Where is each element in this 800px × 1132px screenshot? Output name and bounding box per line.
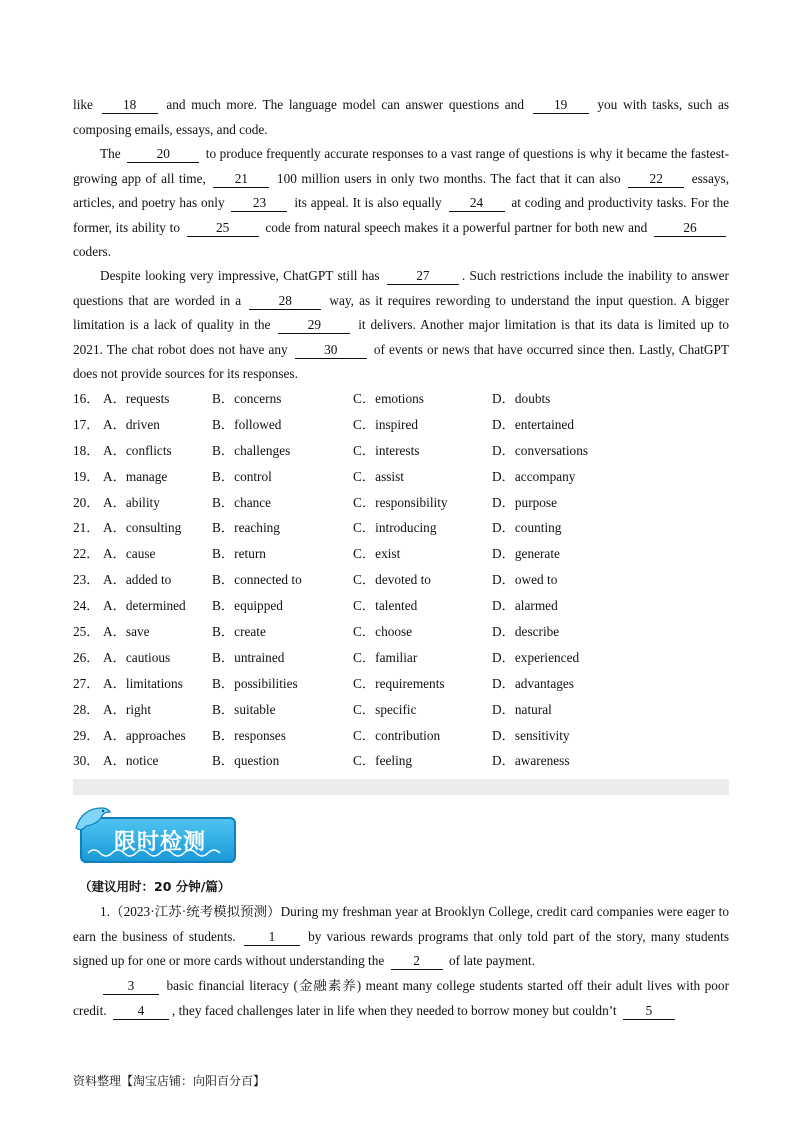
text-run: way, as it requires rewording to understand the input question. A bigger limitation is a lack of quality in the [73, 292, 729, 332]
option-a[interactable]: A．consulting [103, 520, 182, 536]
option-d[interactable]: D．generate [492, 546, 560, 562]
option-a[interactable]: A．driven [103, 416, 160, 432]
option-d[interactable]: D．sensitivity [492, 727, 570, 743]
option-row [73, 697, 729, 723]
option-c[interactable]: C．exist [353, 546, 401, 562]
blank-24[interactable]: 24 [449, 195, 505, 212]
passage2-paragraph-1 [73, 900, 729, 974]
option-row [73, 490, 729, 516]
blank-30[interactable]: 30 [295, 342, 367, 359]
text-run: essays, articles, and poetry has only [73, 170, 730, 210]
text-run: by various rewards programs that only told part of the story, many students signed up for one or more cards without understanding the [73, 928, 730, 968]
option-a[interactable]: A．requests [103, 391, 170, 406]
option-b[interactable]: B．possibilities [212, 675, 298, 691]
time-hint: （建议用时：20 分钟/篇） [79, 879, 231, 894]
question-number: 25． [73, 624, 100, 640]
blank-3[interactable]: 3 [103, 978, 159, 995]
question-number: 23． [73, 572, 100, 588]
question-number: 27． [73, 675, 100, 691]
question-number: 28． [73, 701, 100, 717]
option-c[interactable]: C．talented [353, 598, 418, 614]
option-b[interactable]: B．followed [212, 416, 282, 432]
section-title: 限时检测 [114, 830, 207, 855]
option-row [73, 412, 729, 438]
option-row [73, 541, 729, 567]
option-row [73, 464, 729, 490]
option-c[interactable]: C．familiar [353, 649, 418, 665]
option-a[interactable]: A．approaches [103, 727, 186, 743]
option-a[interactable]: A．added to [103, 572, 172, 588]
option-b[interactable]: B．concerns [212, 391, 282, 406]
option-b[interactable]: B．connected to [212, 572, 302, 588]
question-number: 26． [73, 649, 100, 665]
question-number: 22． [73, 546, 100, 562]
option-c[interactable]: C．feeling [353, 753, 413, 769]
option-row [73, 748, 729, 774]
option-b[interactable]: B．equipped [212, 598, 283, 614]
section-divider [73, 779, 729, 795]
option-a[interactable]: A．save [103, 624, 150, 640]
option-a[interactable]: A．cautious [103, 649, 171, 665]
blank-4[interactable]: 4 [113, 1003, 169, 1020]
options-list [73, 386, 729, 774]
blank-23[interactable]: 23 [231, 195, 287, 212]
option-row [73, 671, 729, 697]
option-c[interactable]: C．interests [353, 442, 420, 458]
text-run: Despite looking very impressive, ChatGPT still has [100, 268, 380, 283]
option-d[interactable]: D．natural [492, 701, 552, 717]
option-a[interactable]: A．limitations [103, 675, 183, 691]
question-number: 30． [73, 753, 100, 769]
option-d[interactable]: D．entertained [492, 416, 574, 432]
passage-paragraph-1 [73, 93, 729, 142]
option-b[interactable]: B．return [212, 546, 266, 562]
blank-25[interactable]: 25 [187, 220, 259, 237]
option-row [73, 438, 729, 464]
option-c[interactable]: C．emotions [353, 391, 424, 406]
blank-21[interactable]: 21 [213, 171, 269, 188]
blank-2[interactable]: 2 [391, 953, 443, 970]
option-b[interactable]: B．control [212, 468, 272, 484]
text-run: of events or news that have occurred since then. Lastly, ChatGPT does not provide sources for its responses. [73, 341, 729, 381]
blank-20[interactable]: 20 [127, 146, 199, 163]
option-d[interactable]: D．counting [492, 520, 562, 536]
option-b[interactable]: B．responses [212, 727, 286, 743]
option-b[interactable]: B．challenges [212, 442, 291, 458]
option-c[interactable]: C．devoted to [353, 572, 431, 588]
option-b[interactable]: B．question [212, 753, 280, 769]
option-a[interactable]: A．conflicts [103, 442, 172, 458]
option-c[interactable]: C．choose [353, 624, 413, 640]
question-number: 21． [73, 520, 100, 536]
passage-paragraph-3 [73, 264, 729, 387]
blank-18[interactable]: 18 [102, 97, 158, 114]
text-run: you with tasks, such as composing emails, essays, and code. [73, 97, 730, 137]
blank-22[interactable]: 22 [628, 171, 684, 188]
text-run: code from natural speech makes it a powerful partner for both new and [265, 219, 648, 235]
option-d[interactable]: D．describe [492, 624, 560, 640]
text-run: The [100, 146, 121, 161]
text-run: its appeal. It is also equally [294, 195, 442, 210]
option-d[interactable]: D．purpose [492, 494, 557, 510]
blank-26[interactable]: 26 [654, 220, 726, 237]
option-d[interactable]: D．experienced [492, 649, 580, 665]
option-row [73, 619, 729, 645]
option-a[interactable]: A．notice [103, 753, 159, 769]
text-run: it delivers. Another major limitation is that its data is limited up to 2021. The chat robot does not have any [73, 317, 729, 357]
option-d[interactable]: D．owed to [492, 572, 558, 588]
blank-19[interactable]: 19 [533, 97, 589, 114]
option-row [73, 567, 729, 593]
option-row [73, 645, 729, 671]
option-a[interactable]: A．manage [103, 468, 168, 484]
passage-paragraph-2 [73, 142, 729, 265]
dolphin-icon [72, 802, 112, 836]
blank-28[interactable]: 28 [249, 293, 321, 310]
text-run: to produce frequently accurate responses to a vast range of questions is why it became the fastest-growing app of all time, [73, 146, 730, 186]
text-run: 100 million users in only two months. The fact that it can also [276, 170, 621, 186]
option-d[interactable]: D．awareness [492, 753, 570, 769]
option-b[interactable]: B．suitable [212, 701, 276, 717]
option-c[interactable]: C．requirements [353, 675, 445, 691]
text-run: . Such restrictions include the inability to answer questions that are worded in a [73, 268, 729, 308]
question-number: 16． [73, 391, 100, 406]
blank-1[interactable]: 1 [244, 929, 300, 946]
question-number: 19． [73, 468, 100, 484]
option-row [73, 386, 729, 412]
option-b[interactable]: B．create [212, 624, 266, 640]
text-run: , they faced challenges later in life when they needed to borrow money but couldn’t [171, 1002, 617, 1018]
passage2-paragraph-2 [73, 974, 729, 1023]
option-d[interactable]: D．advantages [492, 675, 574, 691]
option-a[interactable]: A．ability [103, 494, 160, 510]
option-b[interactable]: B．untrained [212, 649, 285, 665]
text-run: and much more. The language model can answer questions and [166, 97, 524, 112]
question-number: 17． [73, 416, 100, 432]
question-number: 20． [73, 494, 100, 510]
option-c[interactable]: C．assist [353, 468, 404, 484]
text-run: like [73, 97, 93, 112]
footer-note: 资料整理【淘宝店铺：向阳百分百】 [73, 1074, 266, 1088]
option-d[interactable]: D．conversations [492, 442, 589, 458]
question-number: 24． [73, 598, 100, 614]
option-c[interactable]: C．introducing [353, 520, 437, 536]
option-a[interactable]: A．determined [103, 598, 186, 614]
option-a[interactable]: A．cause [103, 546, 156, 562]
option-row [73, 593, 729, 619]
option-b[interactable]: B．reaching [212, 520, 280, 536]
option-c[interactable]: C．contribution [353, 727, 441, 743]
option-c[interactable]: C．inspired [353, 416, 419, 432]
text-run: basic financial literacy (金融素养) meant many college students started off their adult lives with poor credit. [73, 978, 730, 1018]
option-row [73, 515, 729, 541]
option-c[interactable]: C．responsibility [353, 494, 448, 510]
option-b[interactable]: B．chance [212, 494, 272, 510]
text-run: coders. [73, 244, 112, 259]
option-d[interactable]: D．alarmed [492, 598, 558, 614]
question-number: 29． [73, 727, 100, 743]
option-d[interactable]: D．doubts [492, 391, 551, 406]
text-run: of late payment. [448, 953, 535, 968]
question-number: 18． [73, 442, 100, 458]
blank-27[interactable]: 27 [387, 268, 459, 285]
option-a[interactable]: A．right [103, 701, 152, 717]
option-d[interactable]: D．accompany [492, 468, 576, 484]
blank-5[interactable]: 5 [623, 1003, 675, 1020]
text-run: 1.（2023·江苏·统考模拟预测）During my freshman year at Brooklyn College, credit card companies were eager to earn the business of students. [73, 904, 729, 944]
option-row [73, 723, 729, 749]
text-run: at coding and productivity tasks. For the former, its ability to [73, 195, 730, 235]
option-c[interactable]: C．specific [353, 701, 417, 717]
blank-29[interactable]: 29 [278, 317, 350, 334]
